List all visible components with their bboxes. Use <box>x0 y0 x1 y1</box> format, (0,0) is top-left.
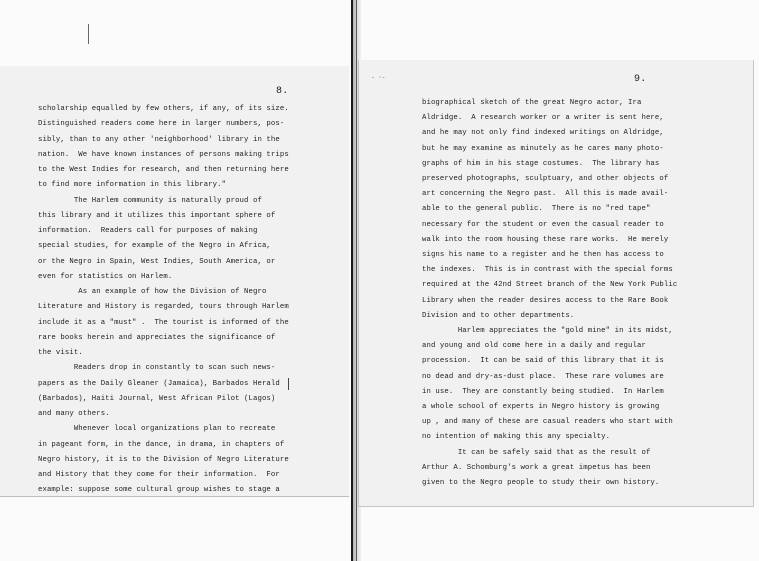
text-line: information. Readers call for purposes of making <box>38 227 258 235</box>
text-line: Library when the reader desires access to the Rare Book <box>422 296 669 305</box>
text-line: Whenever local organizations plan to recreate <box>38 425 276 434</box>
gutter-edge-line <box>351 0 353 561</box>
text-line: the visit. <box>38 349 83 357</box>
left-page <box>0 66 349 497</box>
text-line: up , and many of these are casual readers who start with <box>422 418 673 427</box>
gutter-inner-line <box>356 0 357 561</box>
text-line: art concerning the Negro past. All this is made avail- <box>422 190 669 199</box>
text-line: signs his name to a register and he then has access to <box>422 251 664 259</box>
text-line: The Harlem community is naturally proud of <box>38 196 262 205</box>
text-line: preserved photographs, sculptuary, and other objects of <box>422 175 669 183</box>
margin-dash: - ·- <box>371 74 386 81</box>
right-page <box>358 60 754 507</box>
text-line: include it as a "must" . The tourist is informed of the <box>38 318 289 327</box>
text-line: Negro history, it is to the Division of Negro Literature <box>38 455 289 464</box>
page-number-left: 8. <box>276 86 289 97</box>
text-line: sibly, than to any other 'neighborhood' library in the <box>38 135 280 144</box>
text-line: this library and it utilizes this important sphere of <box>38 211 276 220</box>
text-line: example: suppose some cultural group wishes to stage a <box>38 486 280 495</box>
text-line: and many others. <box>38 410 110 418</box>
text-line: or the Negro in Spain, West Indies, South America, or <box>38 257 276 266</box>
margin-mark <box>88 24 89 44</box>
margin-mark <box>288 378 289 390</box>
text-line: Readers drop in constantly to scan such news- <box>38 364 276 373</box>
text-line: scholarship equalled by few others, if any, of its size. <box>38 105 289 113</box>
text-line: and History that they come for their information. For <box>38 471 280 479</box>
text-line: able to the general public. There is no "red tape" <box>422 205 651 214</box>
text-line: Arthur A. Schomburg's work a great impetus has been <box>422 463 651 472</box>
text-line: Distinguished readers come here in larger numbers, pos- <box>38 120 285 129</box>
text-line: walk into the room housing these rare works. He merely <box>422 235 669 244</box>
text-line: papers as the Daily Gleaner (Jamaica), Barbados Herald <box>38 379 280 388</box>
text-line: no intention of making this any specialty. <box>422 433 611 442</box>
text-line: procession. It can be said of this library that it is <box>422 357 664 366</box>
text-line: but he may examine as minutely as he cares many photo- <box>422 144 664 153</box>
text-line: nation. We have known instances of persons making trips <box>38 150 289 159</box>
text-line: given to the Negro people to study their own history. <box>422 479 660 487</box>
text-line: and he may not only find indexed writings on Aldridge, <box>422 129 664 138</box>
text-line: necessary for the student or even the casual reader to <box>422 220 664 229</box>
text-line: to the West Indies for research, and then returning here <box>38 166 289 174</box>
text-line: rare books herein and appreciates the significance of <box>38 333 276 342</box>
text-line: special studies, for example of the Negro in Africa, <box>38 242 271 251</box>
text-line: even for statistics on Harlem. <box>38 272 173 281</box>
text-line: biographical sketch of the great Negro actor, Ira <box>422 99 642 107</box>
text-line: to find more information in this library." <box>38 181 227 190</box>
text-line: It can be safely said that as the result of <box>422 448 651 457</box>
text-line: a whole school of experts in Negro history is growing <box>422 403 660 411</box>
page-number-right: 9. <box>634 74 647 85</box>
text-line: in pageant form, in the dance, in drama, in chapters of <box>38 440 285 449</box>
text-line: Harlem appreciates the "gold mine" in its midst, <box>422 327 673 335</box>
text-line: Division and to other departments. <box>422 311 575 320</box>
text-line: the indexes. This is in contrast with the special forms <box>422 266 673 275</box>
text-line: in use. They are constantly being studied. In Harlem <box>422 387 664 396</box>
text-line: Literature and History is regarded, tours through Harlem <box>38 303 289 312</box>
text-line: Aldridge. A research worker or a writer is sent here, <box>422 114 664 123</box>
text-line: (Barbados), Haiti Journal, West African Pilot (Lagos) <box>38 394 276 403</box>
text-line: no dead and dry-as-dust place. These rare volumes are <box>422 372 664 381</box>
text-line: As an example of how the Division of Negro <box>38 288 267 296</box>
text-line: and young and old come here in a daily and regular <box>422 342 646 351</box>
text-line: graphs of him in his stage costumes. The library has <box>422 159 660 168</box>
text-line: required at the 42nd Street branch of the New York Public <box>422 281 678 290</box>
